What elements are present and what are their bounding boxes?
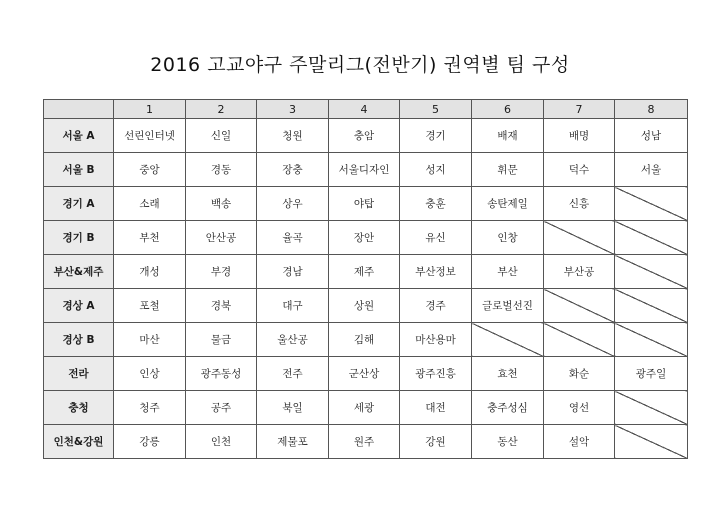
empty-cell — [615, 187, 688, 221]
empty-cell — [615, 221, 688, 255]
team-cell: 인창 — [472, 221, 544, 255]
team-cell: 성지 — [400, 153, 472, 187]
empty-cell — [615, 255, 688, 289]
team-cell: 중앙 — [114, 153, 186, 187]
page-title: 2016 고교야구 주말리그(전반기) 권역별 팀 구성 — [150, 54, 570, 76]
team-cell: 서울 — [615, 153, 688, 187]
empty-cell — [544, 221, 615, 255]
team-cell: 북일 — [257, 391, 329, 425]
team-cell: 마산 — [114, 323, 186, 357]
region-label: 경상 B — [44, 323, 114, 357]
team-cell: 상원 — [329, 289, 400, 323]
team-cell: 대전 — [400, 391, 472, 425]
team-cell: 광주진흥 — [400, 357, 472, 391]
team-cell: 신일 — [186, 119, 257, 153]
team-cell: 배재 — [472, 119, 544, 153]
team-cell: 충주성심 — [472, 391, 544, 425]
team-cell: 소래 — [114, 187, 186, 221]
team-cell: 부산공 — [544, 255, 615, 289]
region-label: 경상 A — [44, 289, 114, 323]
empty-cell — [615, 323, 688, 357]
team-cell: 인천 — [186, 425, 257, 459]
team-cell: 송탄제일 — [472, 187, 544, 221]
team-cell: 충암 — [329, 119, 400, 153]
team-cell: 제물포 — [257, 425, 329, 459]
column-header: 8 — [615, 100, 688, 119]
team-cell: 경남 — [257, 255, 329, 289]
team-cell: 부경 — [186, 255, 257, 289]
empty-cell — [615, 391, 688, 425]
table-row — [44, 255, 688, 289]
team-cell: 율곡 — [257, 221, 329, 255]
team-cell: 야탑 — [329, 187, 400, 221]
column-header: 5 — [400, 100, 472, 119]
team-cell: 김해 — [329, 323, 400, 357]
region-label: 서울 A — [44, 119, 114, 153]
team-cell: 부산 — [472, 255, 544, 289]
region-label: 경기 B — [44, 221, 114, 255]
team-cell: 울산공 — [257, 323, 329, 357]
team-cell: 배명 — [544, 119, 615, 153]
team-cell: 유신 — [400, 221, 472, 255]
column-header: 1 — [114, 100, 186, 119]
corner-cell — [44, 100, 114, 119]
team-cell: 성남 — [615, 119, 688, 153]
team-cell: 장안 — [329, 221, 400, 255]
table-row — [44, 153, 688, 187]
team-cell: 전주 — [257, 357, 329, 391]
empty-cell — [615, 425, 688, 459]
region-label: 전라 — [44, 357, 114, 391]
region-label: 경기 A — [44, 187, 114, 221]
team-cell: 동산 — [472, 425, 544, 459]
team-cell: 인상 — [114, 357, 186, 391]
column-header: 4 — [329, 100, 400, 119]
team-cell: 청주 — [114, 391, 186, 425]
table-row — [44, 425, 688, 459]
team-cell: 경북 — [186, 289, 257, 323]
team-cell: 휘문 — [472, 153, 544, 187]
team-cell: 효천 — [472, 357, 544, 391]
team-cell: 원주 — [329, 425, 400, 459]
column-header: 6 — [472, 100, 544, 119]
empty-cell — [472, 323, 544, 357]
region-label: 인천&강원 — [44, 425, 114, 459]
team-cell: 제주 — [329, 255, 400, 289]
team-cell: 경기 — [400, 119, 472, 153]
team-cell: 장충 — [257, 153, 329, 187]
team-cell: 물금 — [186, 323, 257, 357]
empty-cell — [544, 289, 615, 323]
region-label: 부산&제주 — [44, 255, 114, 289]
team-table — [43, 99, 688, 459]
team-cell: 설악 — [544, 425, 615, 459]
table-row — [44, 391, 688, 425]
column-header: 3 — [257, 100, 329, 119]
team-cell: 청원 — [257, 119, 329, 153]
table-row — [44, 119, 688, 153]
table-row — [44, 289, 688, 323]
table-row — [44, 323, 688, 357]
column-header: 7 — [544, 100, 615, 119]
team-cell: 화순 — [544, 357, 615, 391]
team-cell: 강릉 — [114, 425, 186, 459]
team-cell: 서울디자인 — [329, 153, 400, 187]
team-cell: 글로벌선진 — [472, 289, 544, 323]
team-cell: 선린인터넷 — [114, 119, 186, 153]
team-cell: 강원 — [400, 425, 472, 459]
team-cell: 상우 — [257, 187, 329, 221]
team-cell: 경주 — [400, 289, 472, 323]
empty-cell — [544, 323, 615, 357]
region-label: 서울 B — [44, 153, 114, 187]
team-cell: 마산용마 — [400, 323, 472, 357]
team-cell: 충훈 — [400, 187, 472, 221]
table-row — [44, 187, 688, 221]
header-row — [44, 100, 688, 119]
team-cell: 경동 — [186, 153, 257, 187]
team-cell: 포철 — [114, 289, 186, 323]
team-cell: 덕수 — [544, 153, 615, 187]
team-cell: 광주일 — [615, 357, 688, 391]
table-body — [44, 100, 688, 459]
team-cell: 개성 — [114, 255, 186, 289]
empty-cell — [615, 289, 688, 323]
table-row — [44, 357, 688, 391]
team-cell: 영선 — [544, 391, 615, 425]
team-cell: 부산정보 — [400, 255, 472, 289]
region-label: 충청 — [44, 391, 114, 425]
team-cell: 광주동성 — [186, 357, 257, 391]
team-cell: 대구 — [257, 289, 329, 323]
team-cell: 신흥 — [544, 187, 615, 221]
column-header: 2 — [186, 100, 257, 119]
team-cell: 백송 — [186, 187, 257, 221]
table-row — [44, 221, 688, 255]
team-cell: 세광 — [329, 391, 400, 425]
team-cell: 공주 — [186, 391, 257, 425]
team-cell: 안산공 — [186, 221, 257, 255]
team-cell: 군산상 — [329, 357, 400, 391]
team-cell: 부천 — [114, 221, 186, 255]
